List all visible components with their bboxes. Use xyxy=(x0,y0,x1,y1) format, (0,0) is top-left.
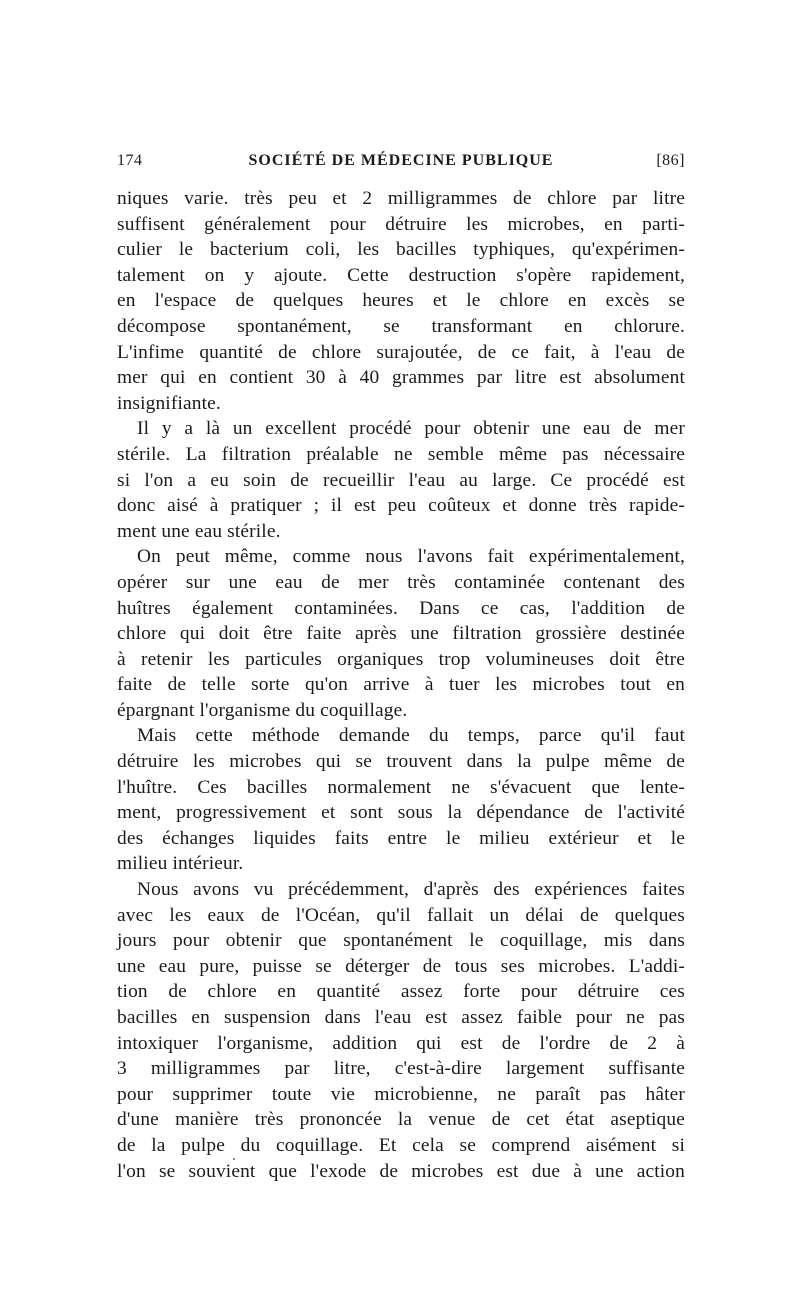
text-line: insignifiante. xyxy=(117,392,221,414)
text-line: de la pulpe du coquillage. Et cela se comprend aisément si xyxy=(117,1134,685,1156)
text-line: jours pour obtenir que spontanément le coquillage, mis dans xyxy=(117,930,685,952)
text-line: huîtres également contaminées. Dans ce cas, l'addition de xyxy=(117,597,685,619)
text-line: On peut même, comme nous l'avons fait expérimentalement, xyxy=(137,546,685,568)
text-line: l'huître. Ces bacilles normalement ne s'évacuent que lente- xyxy=(117,776,685,798)
text-line: Nous avons vu précédemment, d'après des expériences faites xyxy=(137,879,685,901)
text-line: à retenir les particules organiques trop volumineuses doit être xyxy=(117,648,685,670)
paragraph xyxy=(117,877,685,1184)
text-line: Mais cette méthode demande du temps, parce qu'il faut xyxy=(137,725,685,747)
text-line: opérer sur une eau de mer très contaminée contenant des xyxy=(117,571,685,593)
text-line: des échanges liquides faits entre le milieu extérieur et le xyxy=(117,827,685,849)
text-line: intoxiquer l'organisme, addition qui est de l'ordre de 2 à xyxy=(117,1032,685,1054)
paragraph xyxy=(117,416,685,544)
text-line: ment une eau stérile. xyxy=(117,520,281,542)
text-line: l'on se souvient que l'exode de microbes est due à une action xyxy=(117,1160,685,1182)
text-line: bacilles en suspension dans l'eau est assez faible pour ne pas xyxy=(117,1007,685,1028)
text-line: talement on y ajoute. Cette destruction s'opère rapidement, xyxy=(117,264,685,286)
text-line: suffisent généralement pour détruire les microbes, en parti- xyxy=(117,213,685,235)
page-header xyxy=(117,152,685,176)
text-line: en l'espace de quelques heures et le chlore en excès se xyxy=(117,290,685,312)
text-line: avec les eaux de l'Océan, qu'il fallait un délai de quelques xyxy=(117,904,685,926)
page-number: 174 xyxy=(117,152,143,169)
text-line: mer qui en contient 30 à 40 grammes par litre est absolument xyxy=(117,367,685,389)
text-line: d'une manière très prononcée la venue de cet état aseptique xyxy=(117,1109,685,1131)
text-line: décompose spontanément, se transformant en chlorure. xyxy=(117,315,685,337)
print-speck xyxy=(233,1158,235,1160)
body-text xyxy=(117,186,685,1184)
text-line: Il y a là un excellent procédé pour obtenir une eau de mer xyxy=(137,418,685,440)
text-line: niques varie. très peu et 2 milligrammes de chlore par litre xyxy=(117,188,685,209)
paragraph xyxy=(117,723,685,877)
text-line: chlore qui doit être faite après une filtration grossière destinée xyxy=(117,623,685,645)
text-line: si l'on a eu soin de recueillir l'eau au large. Ce procédé est xyxy=(117,469,685,491)
paragraph xyxy=(117,186,685,416)
text-line: culier le bacterium coli, les bacilles typhiques, qu'expérimen- xyxy=(117,239,685,261)
text-line: tion de chlore en quantité assez forte pour détruire ces xyxy=(117,981,685,1003)
text-line: faite de telle sorte qu'on arrive à tuer les microbes tout en xyxy=(117,674,685,696)
text-line: milieu intérieur. xyxy=(117,853,244,875)
text-line: détruire les microbes qui se trouvent dans la pulpe même de xyxy=(117,751,685,773)
text-line: L'infime quantité de chlore surajoutée, de ce fait, à l'eau de xyxy=(117,341,685,363)
text-line: donc aisé à pratiquer ; il est peu coûteux et donne très rapide- xyxy=(117,495,685,517)
running-title: SOCIÉTÉ DE MÉDECINE PUBLIQUE xyxy=(248,152,554,169)
text-line: une eau pure, puisse se déterger de tous ses microbes. L'addi- xyxy=(117,955,685,977)
text-line: ment, progressivement et sont sous la dépendance de l'activité xyxy=(117,802,685,824)
text-line: pour supprimer toute vie microbienne, ne paraît pas hâter xyxy=(117,1083,685,1105)
paragraph xyxy=(117,544,685,723)
section-number: [86] xyxy=(656,152,685,169)
text-line: épargnant l'organisme du coquillage. xyxy=(117,699,408,721)
text-line: 3 milligrammes par litre, c'est-à-dire largement suffisante xyxy=(117,1058,685,1080)
text-line: stérile. La filtration préalable ne semble même pas nécessaire xyxy=(117,443,685,465)
